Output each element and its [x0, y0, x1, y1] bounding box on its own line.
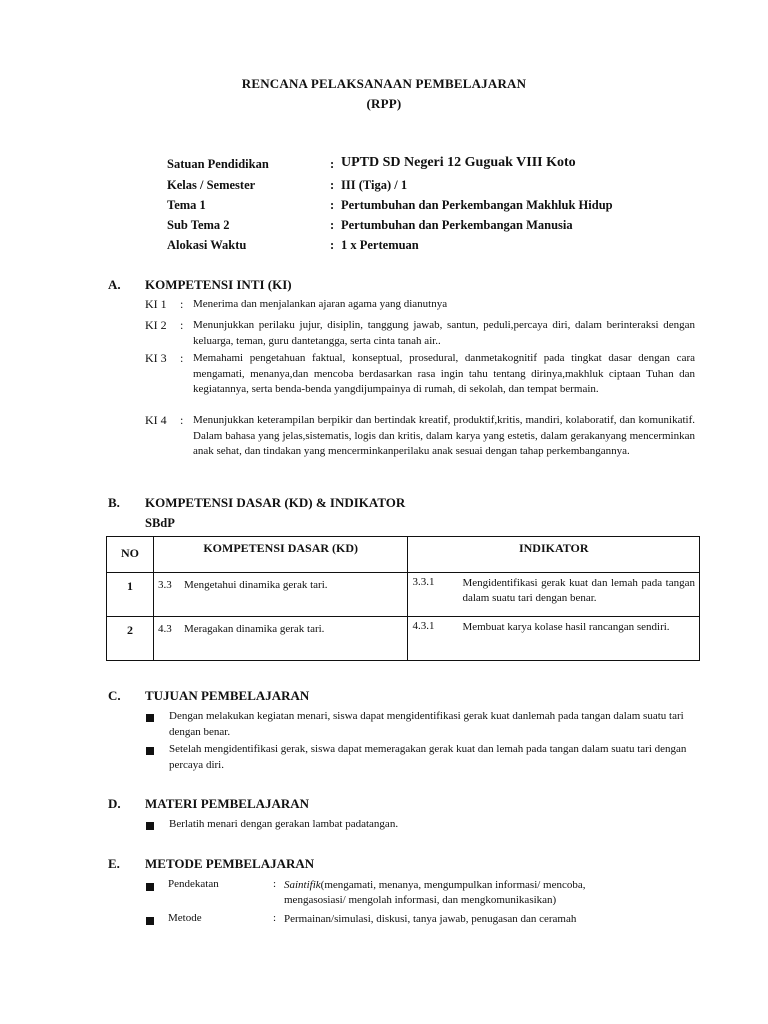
row-no: 2: [107, 617, 154, 661]
header-kd: KOMPETENSI DASAR (KD): [153, 537, 408, 573]
ki-code: KI 4: [145, 413, 167, 427]
ki-text: Memahami pengetahuan faktual, konseptual, prosedural, danmetakognitif pada tingkat dasar dengan cara mengamati, menanya,dan mencoba berdasarkan rasa ingin tahu tentang dirinya,makhluk ciptaan Tuhan dan kegiatannya, serta benda-benda yangdijumpainya di rumah, di sekolah, dan tempat bermain.: [193, 352, 695, 395]
kd-cell: [153, 573, 408, 617]
indikator-number: 3.3.1: [412, 576, 435, 588]
list-item: Berlatih menari dengan gerakan lambat padatangan.: [169, 818, 399, 830]
document-title: RENCANA PELAKSANAAN PEMBELAJARAN: [241, 76, 527, 91]
ki-text: Menunjukkan perilaku jujur, disiplin, tanggung jawab, santun, peduli,percaya diri, dalam berinteraksi dengan keluarga, teman, guru dantetangga, serta cinta tanah air..: [193, 319, 695, 347]
bullet-square-icon: [146, 747, 154, 755]
kd-text: Mengetahui dinamika gerak tari.: [183, 579, 328, 591]
method-text-rest: (mengamati, menanya, mengumpulkan informasi/ mencoba, mengasosiasi/ mengolah informasi, dan mengkomunikasikan): [284, 879, 586, 906]
section-letter: B.: [108, 495, 120, 510]
kd-text: Meragakan dinamika gerak tari.: [183, 623, 325, 635]
identity-colon: :: [330, 198, 335, 212]
ki-colon: :: [180, 318, 184, 332]
identity-label: Sub Tema 2: [167, 218, 230, 232]
kd-table: [106, 536, 700, 661]
indikator-cell: [408, 617, 700, 661]
subject-label: SBdP: [145, 516, 175, 530]
table-header-row: [107, 537, 700, 573]
section-letter: A.: [108, 277, 121, 292]
header-no: NO: [107, 537, 154, 573]
method-label: Pendekatan: [168, 878, 219, 890]
method-text: Permainan/simulasi, diskusi, tanya jawab, penugasan dan ceramah: [284, 913, 577, 925]
table-row: [107, 617, 700, 661]
identity-colon: :: [330, 238, 335, 252]
document-subtitle: (RPP): [366, 96, 402, 111]
bullet-square-icon: [146, 917, 154, 925]
bullet-square-icon: [146, 714, 154, 722]
identity-value: UPTD SD Negeri 12 Guguak VIII Koto: [341, 155, 576, 170]
bullet-square-icon: [146, 883, 154, 891]
kd-number: 4.3: [157, 623, 172, 635]
identity-label: Tema 1: [167, 198, 206, 212]
header-indikator: INDIKATOR: [408, 537, 700, 573]
identity-label: Satuan Pendidikan: [167, 157, 269, 171]
ki-code: KI 2: [145, 318, 167, 332]
bullet-square-icon: [146, 822, 154, 830]
ki-colon: :: [180, 297, 184, 311]
identity-colon: :: [330, 157, 335, 171]
section-title: TUJUAN PEMBELAJARAN: [145, 688, 310, 703]
method-label: Metode: [168, 912, 202, 924]
indikator-text: Mengidentifikasi gerak kuat dan lemah pada tangan dalam suatu tari dengan benar.: [462, 577, 695, 604]
section-title: MATERI PEMBELAJARAN: [145, 796, 310, 811]
ki-colon: :: [180, 351, 184, 365]
indikator-text: Membuat karya kolase hasil rancangan sendiri.: [462, 621, 670, 633]
indikator-number: 4.3.1: [412, 620, 435, 632]
section-title: METODE PEMBELAJARAN: [145, 856, 315, 871]
section-title: KOMPETENSI DASAR (KD) & INDIKATOR: [145, 495, 406, 510]
ki-colon: :: [180, 413, 184, 427]
list-item: Dengan melakukan kegiatan menari, siswa dapat mengidentifikasi gerak kuat danlemah pada tangan dalam suatu tari dengan benar.: [169, 710, 684, 738]
kd-number: 3.3: [157, 579, 172, 591]
identity-value: Pertumbuhan dan Perkembangan Manusia: [341, 218, 573, 232]
indikator-cell: [408, 573, 700, 617]
method-colon: :: [273, 912, 277, 924]
section-letter: E.: [108, 856, 120, 871]
ki-code: KI 3: [145, 351, 167, 365]
ki-text: Menerima dan menjalankan ajaran agama yang dianutnya: [193, 298, 448, 310]
section-letter: D.: [108, 796, 121, 811]
method-colon: :: [273, 878, 277, 890]
identity-value: 1 x Pertemuan: [341, 238, 419, 252]
ki-code: KI 1: [145, 297, 167, 311]
table-row: [107, 573, 700, 617]
identity-label: Alokasi Waktu: [167, 238, 247, 252]
section-letter: C.: [108, 688, 121, 703]
identity-value: III (Tiga) / 1: [341, 178, 408, 192]
kd-cell: [153, 617, 408, 661]
row-no: 1: [107, 573, 154, 617]
method-text: [284, 878, 644, 908]
method-text-italic: Saintifik: [284, 879, 321, 891]
section-title: KOMPETENSI INTI (KI): [145, 277, 292, 292]
identity-label: Kelas / Semester: [167, 178, 256, 192]
ki-text: Menunjukkan keterampilan berpikir dan bertindak kreatif, produktif,kritis, mandiri, kolaboratif, dan komunikatif. Dalam bahasa yang jelas,sistematis, logis dan kritis, dalam karya yang estetis, dalam gerakanyang mencerminkan anak sehat, dan tindakan yang mencerminkanperilaku anak sesuai dengan tahap perkembangannya.: [193, 414, 695, 457]
identity-colon: :: [330, 218, 335, 232]
identity-colon: :: [330, 178, 335, 192]
identity-value: Pertumbuhan dan Perkembangan Makhluk Hidup: [341, 198, 613, 212]
list-item: Setelah mengidentifikasi gerak, siswa dapat memeragakan gerak kuat dan lemah pada tangan dalam suatu tari dengan percaya diri.: [169, 743, 687, 771]
